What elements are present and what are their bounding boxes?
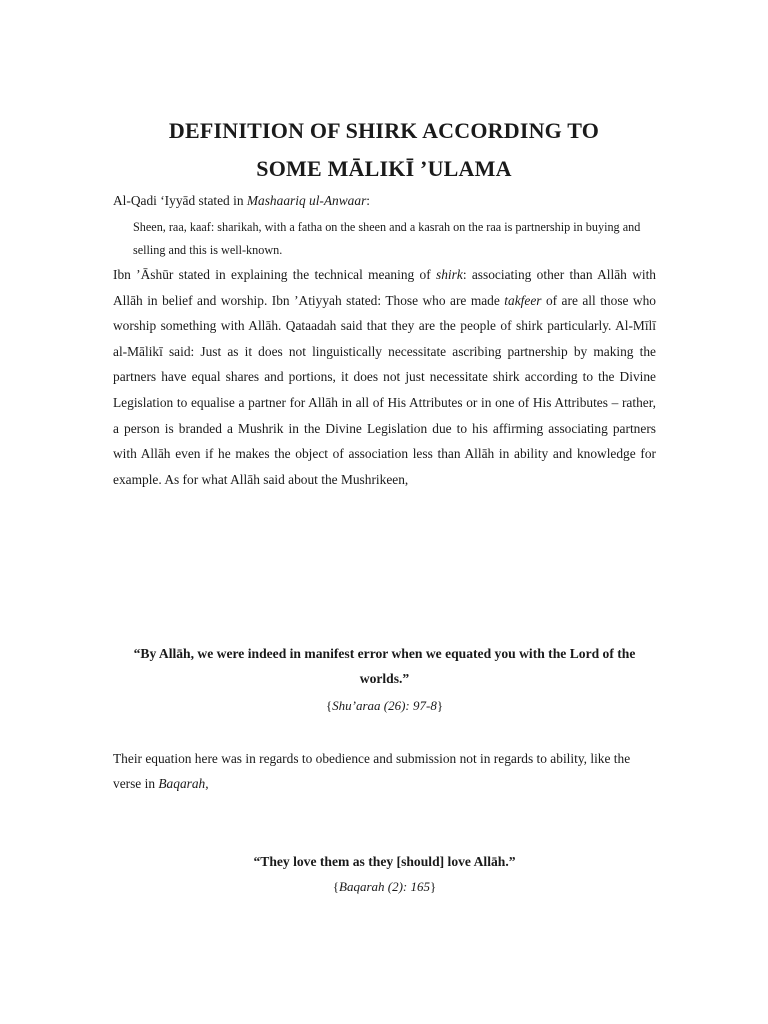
body-italic-shirk: shirk [436, 267, 463, 282]
intro-paragraph [113, 191, 656, 211]
ref-citation-1: Shu’araa (26): 97-8 [332, 698, 437, 713]
title-line-2: SOME MĀLIKĪ ’ULAMA [256, 156, 512, 181]
intro-source-title: Mashaariq ul-Anwaar [246, 193, 367, 208]
verse-reference-2 [113, 877, 656, 897]
ref-brace-open-1: { [325, 698, 333, 713]
intro-colon: : [366, 193, 371, 208]
verse-quote-2: “They love them as they [should] love Allāh.” [253, 854, 516, 869]
second-paragraph [113, 746, 656, 796]
ref-brace-close-1: } [436, 698, 444, 713]
ref-citation-2: Baqarah (2): 165 [339, 879, 430, 894]
body-italic-takfeer: takfeer [504, 292, 542, 308]
ref-brace-open-2: { [332, 879, 339, 894]
verse-quote-1: “By Allāh, we were indeed in manifest error when we equated you with the Lord of the worlds.” [133, 646, 636, 686]
page-title [0, 112, 768, 188]
block-quote: Sheen, raa, kaaf: sharikah, with a fatha on the sheen and a kasrah on the raa is partnership in buying and selling and this is well-known. [133, 220, 641, 257]
para2-comma: , [205, 776, 209, 791]
ref-brace-close-2: } [430, 879, 437, 894]
para2-italic-baqarah: Baqarah [158, 776, 206, 791]
body-text-1: Ibn ’Āshūr stated in explaining the technical meaning of [113, 267, 437, 282]
verse-reference-1 [113, 696, 656, 716]
body-text-3: of are all those who worship something with Allāh. Qataadah said that they are the people of shirk particularly. Al-Mīlī al-Mālikī said: Just as it does not linguistically necessitate ascribing partnership by making the partners have equal shares and portions, it does not just necessitate shirk according to the Divine Legislation to equalise a partner for Allāh in all of His Attributes or in one of His Attributes – rather, a person is branded a Mushrik in the Divine Legislation due to his affirming associating partners with Allāh even if he makes the object of association less than Allāh in ability and knowledge for example. As for what Allāh said about the Mushrikeen, [113, 292, 656, 487]
body-paragraph [113, 262, 656, 492]
para2-text: Their equation here was in regards to obedience and submission not in regards to ability, like the verse in [113, 751, 631, 791]
intro-text: Al-Qadi ‘Iyyād stated in [113, 193, 247, 208]
body-text-2: : associating other than Allāh with Allāh in belief and worship. Ibn ’Atiyyah stated: Those who are made [113, 267, 656, 308]
title-line-1: DEFINITION OF SHIRK ACCORDING TO [168, 118, 600, 143]
